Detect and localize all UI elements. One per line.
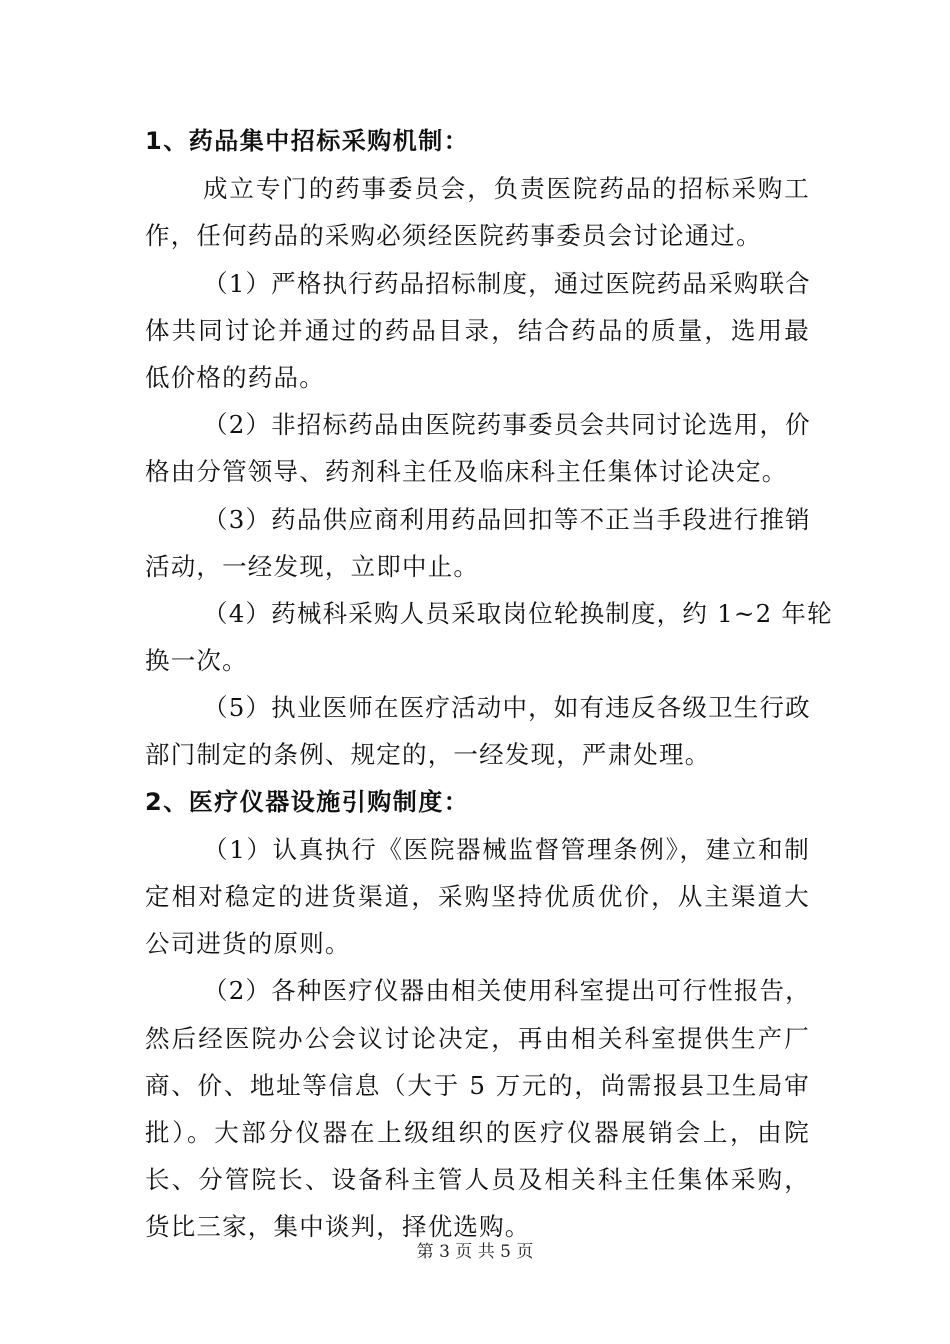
paragraph-line: 格由分管领导、药剂科主任及临床科主任集体讨论决定。 (145, 457, 788, 487)
paragraph-line: 换一次。 (145, 646, 248, 676)
page-footer: 第 3 页 共 5 页 (416, 1242, 534, 1262)
paragraph-line: （3）药品供应商利用药品回扣等不正当手段进行推销 (203, 504, 811, 534)
paragraph-line: 批）。大部分仪器在上级组织的医疗仪器展销会上，由院 (145, 1117, 810, 1147)
paragraph-line: 定相对稳定的进货渠道，采购坚持优质优价，从主渠道大 (145, 882, 810, 911)
paragraph-line: 长、分管院长、设备科主管人员及相关科主任集体采购， (145, 1165, 810, 1195)
paragraph-line: 商、价、地址等信息（大于 5 万元的，尚需报县卫生局审 (145, 1070, 810, 1100)
paragraph-line: 活动，一经发现，立即中止。 (145, 551, 480, 581)
paragraph-line: 货比三家，集中谈判，择优选购。 (145, 1212, 531, 1242)
paragraph-line: 低价格的药品。 (145, 362, 325, 392)
section-heading-2: 2、医疗仪器设施引购制度： (145, 787, 470, 816)
paragraph-line: 公司进货的原则。 (145, 929, 351, 959)
paragraph-line: 然后经医院办公会议讨论决定，再由相关科室提供生产厂 (145, 1023, 810, 1053)
paragraph-line: 部门制定的条例、规定的，一经发现，严肃处理。 (145, 740, 711, 770)
document-body (145, 118, 833, 1251)
paragraph-line: 作，任何药品的采购必须经医院药事委员会讨论通过。 (145, 221, 762, 251)
paragraph-line: 成立专门的药事委员会，负责医院药品的招标采购工 (203, 174, 810, 204)
paragraph-line: （1）严格执行药品招标制度，通过医院药品采购联合 (203, 268, 811, 298)
paragraph-line: （4）药械科采购人员采取岗位轮换制度，约 1~2 年轮 (203, 598, 833, 628)
paragraph-line: （2）非招标药品由医院药事委员会共同讨论选用，价 (203, 410, 811, 440)
section-heading-1: 1、药品集中招标采购机制： (145, 127, 470, 155)
paragraph-line: （1）认真执行《医院器械监督管理条例》，建立和制 (203, 834, 810, 864)
paragraph-line: （2）各种医疗仪器由相关使用科室提出可行性报告， (203, 976, 811, 1006)
paragraph-line: 体共同讨论并通过的药品目录，结合药品的质量，选用最 (145, 315, 810, 345)
paragraph-line: （5）执业医师在医疗活动中，如有违反各级卫生行政 (203, 693, 811, 723)
